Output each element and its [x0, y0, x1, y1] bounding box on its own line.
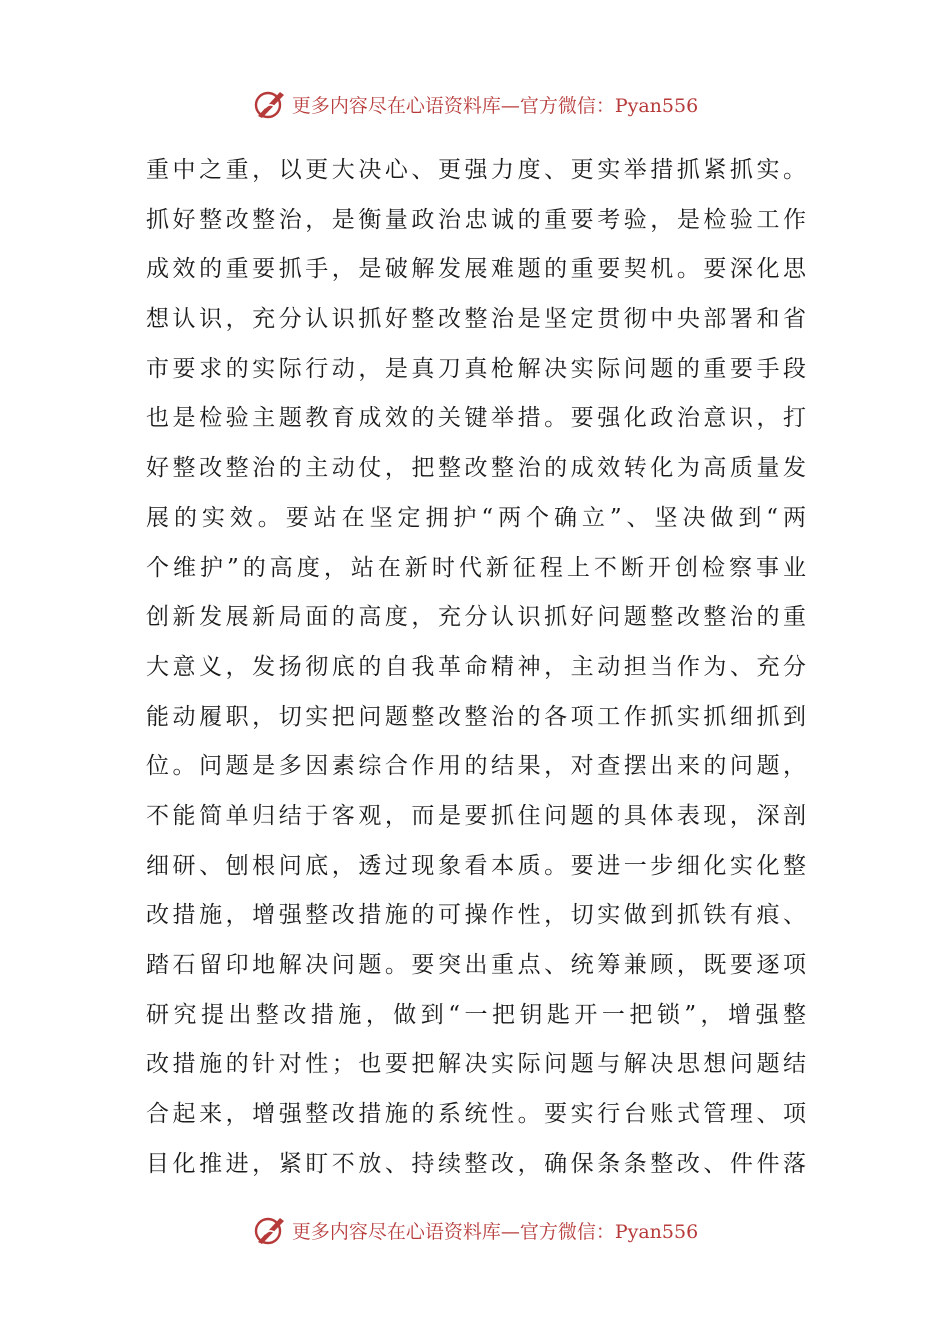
text-line: 合起来，增强整改措施的系统性。要实行台账式管理、项: [146, 1101, 806, 1128]
text-line: 大意义，发扬彻底的自我革命精神，主动担当作为、充分: [146, 653, 806, 680]
text-line: 位。问题是多因素综合作用的结果，对查摆出来的问题，: [146, 753, 806, 780]
text-line: 改措施的针对性；也要把解决实际问题与解决思想问题结: [146, 1051, 806, 1078]
text-line: 目化推进，紧盯不放、持续整改，确保条条整改、件件落: [146, 1150, 806, 1177]
text-line: 踏石留印地解决问题。要突出重点、统筹兼顾，既要逐项: [146, 952, 806, 978]
text-line: 成效的重要抓手，是破解发展难题的重要契机。要深化思: [146, 256, 806, 283]
text-line: 市要求的实际行动，是真刀真枪解决实际问题的重要手段: [146, 355, 806, 382]
text-line: 能动履职，切实把问题整改整治的各项工作抓实抓细抓到: [146, 703, 806, 730]
pen-logo-icon: [252, 1212, 288, 1248]
footer-watermark: [0, 1210, 950, 1250]
text-line: 抓好整改整治，是衡量政治忠诚的重要考验，是检验工作: [146, 206, 806, 233]
text-line: 好整改整治的主动仗，把整改整治的成效转化为高质量发: [146, 455, 806, 482]
text-line: 也是检验主题教育成效的关键举措。要强化政治意识，打: [146, 405, 806, 432]
text-line: 创新发展新局面的高度，充分认识抓好问题整改整治的重: [146, 604, 806, 631]
header-watermark: [0, 84, 950, 124]
text-line: 不能简单归结于客观，而是要抓住问题的具体表现，深剖: [146, 802, 806, 829]
text-line: 研究提出整改措施，做到“一把钥匙开一把锁”，增强整: [146, 1001, 806, 1028]
footer-watermark-text: 更多内容尽在心语资料库—官方微信：Pyan556: [291, 1220, 699, 1243]
document-body: [146, 146, 806, 1189]
text-line: 细研、刨根问底，透过现象看本质。要进一步细化实化整: [146, 852, 806, 879]
header-watermark-text: 更多内容尽在心语资料库—官方微信：Pyan556: [291, 94, 699, 117]
text-line: 改措施，增强整改措施的可操作性，切实做到抓铁有痕、: [146, 902, 806, 929]
pen-logo-icon: [252, 86, 288, 122]
text-line: 个维护”的高度，站在新时代新征程上不断开创检察事业: [146, 554, 806, 581]
text-line: 重中之重，以更大决心、更强力度、更实举措抓紧抓实。: [146, 157, 806, 183]
text-line: 展的实效。要站在坚定拥护“两个确立”、坚决做到“两: [146, 504, 806, 531]
text-line: 想认识，充分认识抓好整改整治是坚定贯彻中央部署和省: [146, 306, 806, 333]
